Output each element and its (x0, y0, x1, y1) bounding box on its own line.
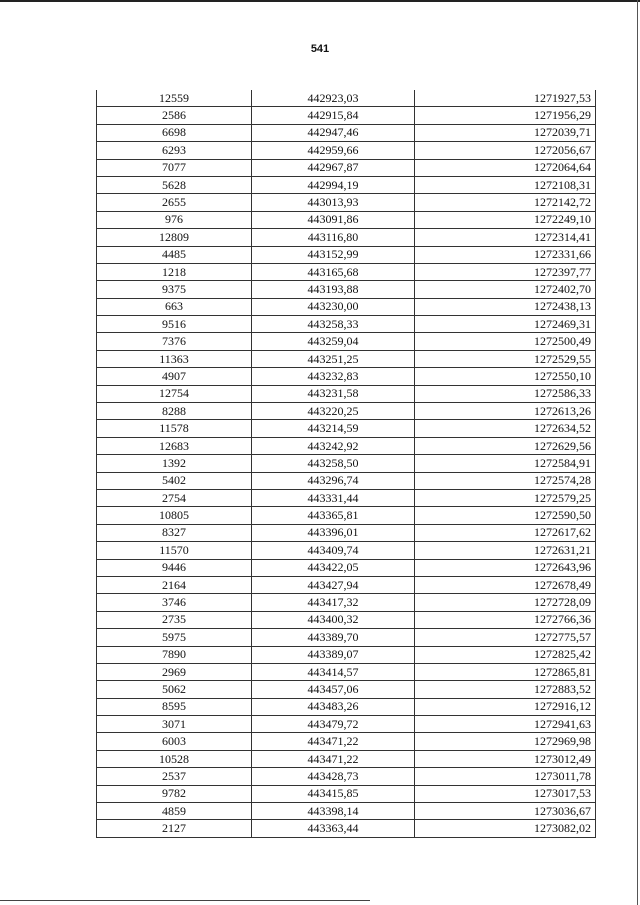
y-coordinate-cell: 1272865,81 (415, 663, 596, 680)
table-row (97, 646, 596, 663)
point-number-cell: 12559 (97, 90, 252, 107)
x-coordinate-cell: 443427,94 (252, 576, 415, 593)
table-row (97, 333, 596, 350)
x-coordinate-cell: 442923,03 (252, 90, 415, 107)
y-coordinate-cell: 1272825,42 (415, 646, 596, 663)
point-number-cell: 12809 (97, 229, 252, 246)
y-coordinate-cell: 1272584,91 (415, 455, 596, 472)
table-row (97, 594, 596, 611)
point-number-cell: 5628 (97, 176, 252, 193)
x-coordinate-cell: 443471,22 (252, 733, 415, 750)
y-coordinate-cell: 1272397,77 (415, 263, 596, 280)
y-coordinate-cell: 1272550,10 (415, 368, 596, 385)
y-coordinate-cell: 1273082,02 (415, 820, 596, 837)
x-coordinate-cell: 443365,81 (252, 507, 415, 524)
y-coordinate-cell: 1272728,09 (415, 594, 596, 611)
point-number-cell: 6003 (97, 733, 252, 750)
y-coordinate-cell: 1272586,33 (415, 385, 596, 402)
table-row (97, 820, 596, 837)
y-coordinate-cell: 1272775,57 (415, 629, 596, 646)
table-row (97, 785, 596, 802)
y-coordinate-cell: 1272631,21 (415, 542, 596, 559)
point-number-cell: 8288 (97, 403, 252, 420)
x-coordinate-cell: 443232,83 (252, 368, 415, 385)
y-coordinate-cell: 1272634,52 (415, 420, 596, 437)
y-coordinate-cell: 1272249,10 (415, 211, 596, 228)
table-row (97, 663, 596, 680)
point-number-cell: 2754 (97, 489, 252, 506)
x-coordinate-cell: 442959,66 (252, 142, 415, 159)
point-number-cell: 3746 (97, 594, 252, 611)
point-number-cell: 2969 (97, 663, 252, 680)
x-coordinate-cell: 443331,44 (252, 489, 415, 506)
table-row (97, 768, 596, 785)
table-row (97, 698, 596, 715)
point-number-cell: 3071 (97, 716, 252, 733)
point-number-cell: 1218 (97, 263, 252, 280)
y-coordinate-cell: 1273011,78 (415, 768, 596, 785)
x-coordinate-cell: 443193,88 (252, 281, 415, 298)
table-row (97, 803, 596, 820)
x-coordinate-cell: 443231,58 (252, 385, 415, 402)
y-coordinate-cell: 1272629,56 (415, 437, 596, 454)
y-coordinate-cell: 1272883,52 (415, 681, 596, 698)
y-coordinate-cell: 1272500,49 (415, 333, 596, 350)
y-coordinate-cell: 1273017,53 (415, 785, 596, 802)
x-coordinate-cell: 443363,44 (252, 820, 415, 837)
table-row (97, 611, 596, 628)
y-coordinate-cell: 1272941,63 (415, 716, 596, 733)
x-coordinate-cell: 443165,68 (252, 263, 415, 280)
y-coordinate-cell: 1272469,31 (415, 316, 596, 333)
table-row (97, 385, 596, 402)
point-number-cell: 4907 (97, 368, 252, 385)
point-number-cell: 8595 (97, 698, 252, 715)
x-coordinate-cell: 443422,05 (252, 559, 415, 576)
table-row (97, 681, 596, 698)
table-row (97, 507, 596, 524)
point-number-cell: 2164 (97, 576, 252, 593)
point-number-cell: 9516 (97, 316, 252, 333)
point-number-cell: 5975 (97, 629, 252, 646)
point-number-cell: 663 (97, 298, 252, 315)
table-row (97, 229, 596, 246)
y-coordinate-cell: 1271956,29 (415, 107, 596, 124)
coordinates-table-body (97, 90, 596, 837)
x-coordinate-cell: 443258,50 (252, 455, 415, 472)
x-coordinate-cell: 443214,59 (252, 420, 415, 437)
table-row (97, 524, 596, 541)
table-row (97, 298, 596, 315)
y-coordinate-cell: 1272678,49 (415, 576, 596, 593)
y-coordinate-cell: 1272766,36 (415, 611, 596, 628)
point-number-cell: 1392 (97, 455, 252, 472)
table-row (97, 403, 596, 420)
x-coordinate-cell: 443414,57 (252, 663, 415, 680)
scan-edge-bottom (0, 900, 370, 901)
x-coordinate-cell: 443258,33 (252, 316, 415, 333)
y-coordinate-cell: 1272613,26 (415, 403, 596, 420)
x-coordinate-cell: 443389,70 (252, 629, 415, 646)
point-number-cell: 11570 (97, 542, 252, 559)
table-row (97, 176, 596, 193)
point-number-cell: 2537 (97, 768, 252, 785)
point-number-cell: 12683 (97, 437, 252, 454)
x-coordinate-cell: 443457,06 (252, 681, 415, 698)
y-coordinate-cell: 1272590,50 (415, 507, 596, 524)
table-row (97, 750, 596, 767)
y-coordinate-cell: 1272969,98 (415, 733, 596, 750)
x-coordinate-cell: 443251,25 (252, 350, 415, 367)
x-coordinate-cell: 442915,84 (252, 107, 415, 124)
y-coordinate-cell: 1272064,64 (415, 159, 596, 176)
x-coordinate-cell: 443013,93 (252, 194, 415, 211)
point-number-cell: 7376 (97, 333, 252, 350)
point-number-cell: 4859 (97, 803, 252, 820)
scan-edge-right (637, 0, 638, 905)
table-row (97, 437, 596, 454)
x-coordinate-cell: 443428,73 (252, 768, 415, 785)
table-row (97, 246, 596, 263)
x-coordinate-cell: 443230,00 (252, 298, 415, 315)
table-row (97, 455, 596, 472)
point-number-cell: 10528 (97, 750, 252, 767)
y-coordinate-cell: 1272142,72 (415, 194, 596, 211)
y-coordinate-cell: 1272331,66 (415, 246, 596, 263)
table-row (97, 489, 596, 506)
table-row (97, 316, 596, 333)
table-row (97, 542, 596, 559)
x-coordinate-cell: 443483,26 (252, 698, 415, 715)
point-number-cell: 2586 (97, 107, 252, 124)
x-coordinate-cell: 443091,86 (252, 211, 415, 228)
table-row (97, 107, 596, 124)
table-row (97, 142, 596, 159)
y-coordinate-cell: 1272438,13 (415, 298, 596, 315)
point-number-cell: 7890 (97, 646, 252, 663)
y-coordinate-cell: 1272643,96 (415, 559, 596, 576)
x-coordinate-cell: 443116,80 (252, 229, 415, 246)
page-number: 541 (310, 43, 330, 55)
table-row (97, 629, 596, 646)
table-row (97, 281, 596, 298)
point-number-cell: 9375 (97, 281, 252, 298)
x-coordinate-cell: 443389,07 (252, 646, 415, 663)
x-coordinate-cell: 443479,72 (252, 716, 415, 733)
point-number-cell: 6293 (97, 142, 252, 159)
x-coordinate-cell: 442994,19 (252, 176, 415, 193)
y-coordinate-cell: 1273036,67 (415, 803, 596, 820)
y-coordinate-cell: 1272314,41 (415, 229, 596, 246)
y-coordinate-cell: 1272402,70 (415, 281, 596, 298)
point-number-cell: 8327 (97, 524, 252, 541)
x-coordinate-cell: 443259,04 (252, 333, 415, 350)
coordinates-table (96, 90, 596, 838)
y-coordinate-cell: 1272039,71 (415, 124, 596, 141)
table-row (97, 716, 596, 733)
y-coordinate-cell: 1271927,53 (415, 90, 596, 107)
point-number-cell: 5402 (97, 472, 252, 489)
point-number-cell: 2735 (97, 611, 252, 628)
table-row (97, 420, 596, 437)
x-coordinate-cell: 443396,01 (252, 524, 415, 541)
table-row (97, 194, 596, 211)
x-coordinate-cell: 443220,25 (252, 403, 415, 420)
x-coordinate-cell: 443296,74 (252, 472, 415, 489)
x-coordinate-cell: 443417,32 (252, 594, 415, 611)
point-number-cell: 6698 (97, 124, 252, 141)
table-row (97, 733, 596, 750)
y-coordinate-cell: 1272617,62 (415, 524, 596, 541)
point-number-cell: 2127 (97, 820, 252, 837)
table-row (97, 559, 596, 576)
point-number-cell: 9446 (97, 559, 252, 576)
y-coordinate-cell: 1272529,55 (415, 350, 596, 367)
y-coordinate-cell: 1272916,12 (415, 698, 596, 715)
x-coordinate-cell: 443409,74 (252, 542, 415, 559)
scan-edge-top (0, 0, 640, 2)
point-number-cell: 5062 (97, 681, 252, 698)
x-coordinate-cell: 443415,85 (252, 785, 415, 802)
y-coordinate-cell: 1272108,31 (415, 176, 596, 193)
point-number-cell: 11363 (97, 350, 252, 367)
table-row (97, 124, 596, 141)
table-row (97, 576, 596, 593)
y-coordinate-cell: 1273012,49 (415, 750, 596, 767)
point-number-cell: 9782 (97, 785, 252, 802)
table-row (97, 90, 596, 107)
y-coordinate-cell: 1272056,67 (415, 142, 596, 159)
table-row (97, 350, 596, 367)
x-coordinate-cell: 443398,14 (252, 803, 415, 820)
x-coordinate-cell: 443471,22 (252, 750, 415, 767)
x-coordinate-cell: 443242,92 (252, 437, 415, 454)
y-coordinate-cell: 1272574,28 (415, 472, 596, 489)
point-number-cell: 2655 (97, 194, 252, 211)
x-coordinate-cell: 442947,46 (252, 124, 415, 141)
x-coordinate-cell: 443152,99 (252, 246, 415, 263)
point-number-cell: 7077 (97, 159, 252, 176)
table-row (97, 211, 596, 228)
point-number-cell: 11578 (97, 420, 252, 437)
point-number-cell: 976 (97, 211, 252, 228)
point-number-cell: 10805 (97, 507, 252, 524)
table-row (97, 263, 596, 280)
point-number-cell: 4485 (97, 246, 252, 263)
point-number-cell: 12754 (97, 385, 252, 402)
table-row (97, 472, 596, 489)
y-coordinate-cell: 1272579,25 (415, 489, 596, 506)
table-row (97, 368, 596, 385)
x-coordinate-cell: 443400,32 (252, 611, 415, 628)
table-row (97, 159, 596, 176)
x-coordinate-cell: 442967,87 (252, 159, 415, 176)
